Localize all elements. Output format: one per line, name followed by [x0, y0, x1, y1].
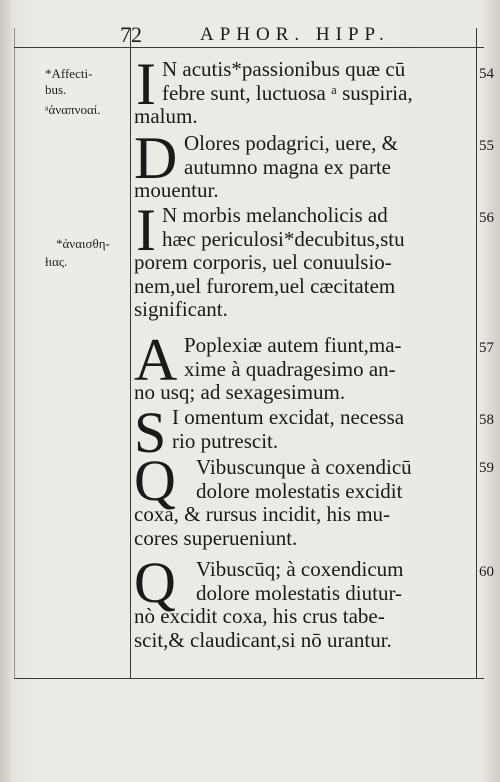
aphorism-text: N morbis melancholicis ad hæc periculosi*decubitus,stu porem corporis, uel conuulsio- nem,uel furorem,uel cæcitatem significant. — [134, 203, 405, 322]
drop-cap: Q — [134, 550, 176, 615]
outer-left-rule — [14, 28, 15, 678]
drop-cap: S — [134, 400, 167, 465]
drop-cap: A — [134, 327, 178, 393]
aphorism-number: 57 — [479, 340, 494, 356]
running-title: APHOR. HIPP. — [200, 24, 390, 45]
aphorism-text: Vibuscunque à coxendicū dolore molestatis excidit coxa, & rursus incidit, his mu- cores superueniunt. — [134, 455, 412, 550]
aphorism-number: 54 — [479, 66, 494, 82]
page-header — [0, 22, 500, 48]
left-margin-rule — [130, 28, 131, 678]
aphorism-text: Poplexiæ autem fiunt,ma- xime à quadragesimo an- no usq; ad sexagesimum. — [134, 333, 402, 405]
margin-note: *Affecti- — [45, 66, 93, 81]
footer-rule — [14, 678, 484, 679]
page-number: 72 — [120, 22, 142, 47]
drop-cap: D — [134, 125, 178, 191]
margin-note: ᵃἀναπνοαί. — [45, 102, 101, 117]
margin-note: *ἀναισθη- — [56, 236, 110, 251]
aphorism-text: N acutis*passionibus quæ cū febre sunt, luctuosa ᵃ suspiria, malum. — [134, 57, 413, 129]
aphorism-number: 60 — [479, 564, 494, 580]
margin-note: ɫιας. — [45, 254, 68, 269]
aphorism-number: 56 — [479, 210, 494, 226]
aphorism-number: 59 — [479, 460, 494, 476]
aphorism-number: 55 — [479, 138, 494, 154]
aphorism-text: I omentum excidat, necessa rio putrescit. — [172, 405, 405, 453]
drop-cap: Q — [134, 448, 176, 513]
margin-note: bus. — [45, 82, 67, 97]
aphorism-text: Vibuscūq; à coxendicum dolore molestatis diutur- nò excidit coxa, his crus tabe- scit,& claudicant,si nō urantur. — [134, 557, 404, 652]
drop-cap: I — [136, 197, 156, 263]
aphorism-text: Olores podagrici, uere, & autumno magna ex parte mouentur. — [134, 131, 399, 203]
aphorism-number: 58 — [479, 412, 494, 428]
drop-cap: I — [136, 51, 156, 117]
